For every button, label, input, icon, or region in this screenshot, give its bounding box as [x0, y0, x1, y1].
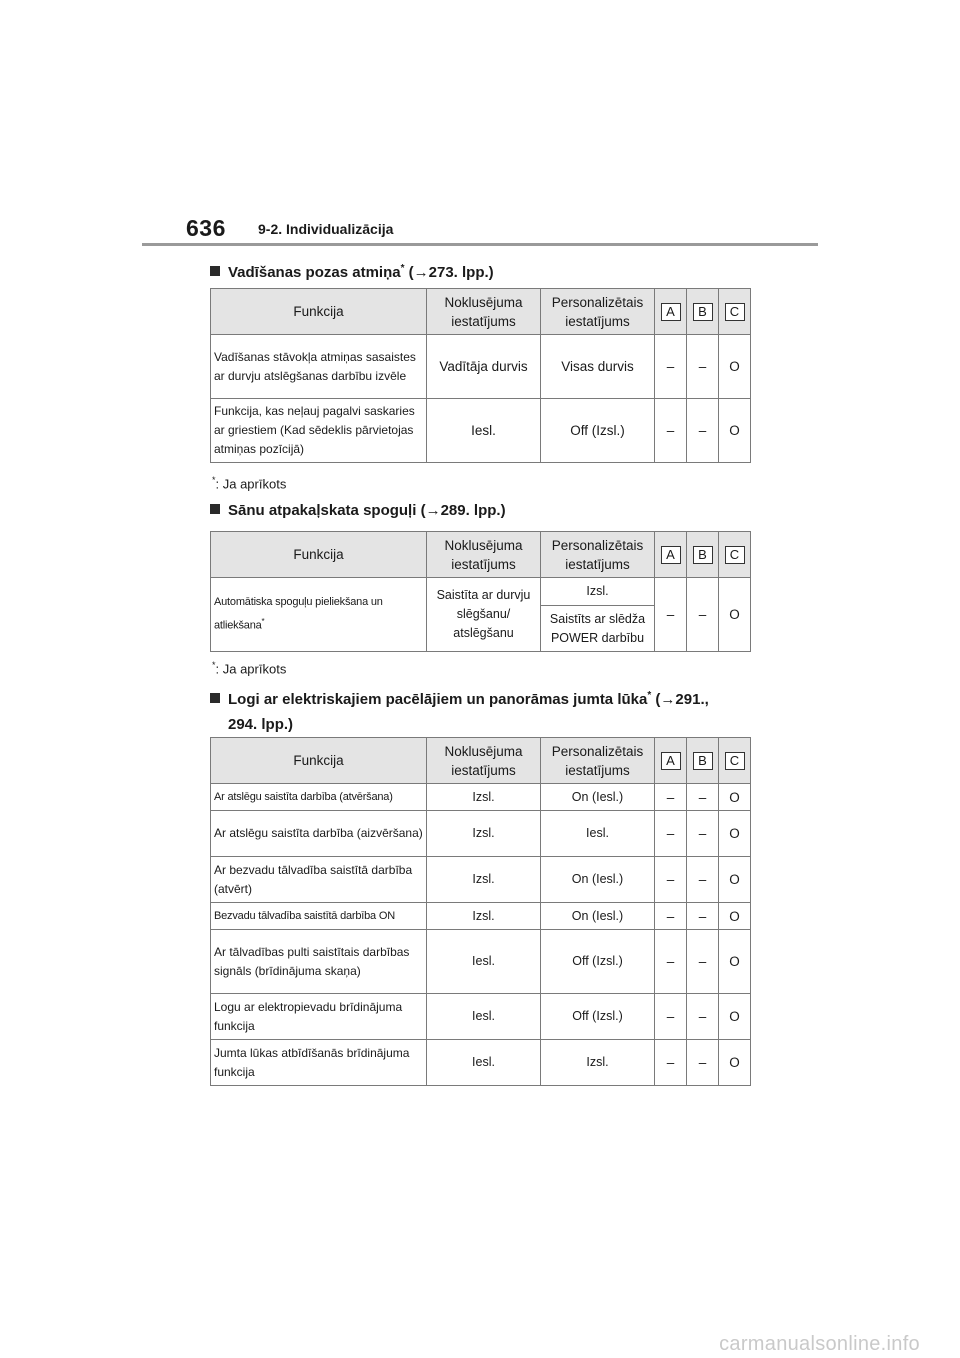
square-bullet-icon — [210, 504, 220, 514]
column-header-function: Funkcija — [211, 738, 427, 784]
page-reference: (→289. lpp.) — [416, 502, 506, 519]
heading-title: Vadīšanas pozas atmiņa — [228, 264, 401, 281]
a-cell: – — [655, 994, 687, 1040]
b-cell: – — [687, 578, 719, 652]
heading-driving-position-memory — [210, 256, 494, 285]
c-cell: O — [719, 903, 751, 930]
personalized-cell: On (Iesl.) — [541, 784, 655, 811]
c-cell: O — [719, 994, 751, 1040]
table-header-row — [211, 532, 751, 578]
personalized-option-cell: Izsl. — [541, 578, 655, 606]
page-number: 636 — [186, 215, 226, 241]
table-header-row — [211, 289, 751, 335]
personalized-cell: Izsl. — [541, 1040, 655, 1086]
default-cell: Iesl. — [427, 1040, 541, 1086]
table-row — [211, 930, 751, 994]
c-cell: O — [719, 811, 751, 857]
function-cell: Ar bezvadu tālvadība saistītā darbība (atvērt) — [211, 857, 427, 903]
a-cell: – — [655, 903, 687, 930]
column-header-default: Noklusējuma iestatījums — [427, 532, 541, 578]
column-header-c: C — [719, 532, 751, 578]
default-cell: Izsl. — [427, 903, 541, 930]
b-cell: – — [687, 784, 719, 811]
b-cell: – — [687, 399, 719, 463]
footnote: *: Ja aprīkots — [212, 475, 287, 492]
table-row — [211, 903, 751, 930]
column-header-function: Funkcija — [211, 289, 427, 335]
page-reference: (→273. lpp.) — [404, 264, 494, 281]
c-cell: O — [719, 578, 751, 652]
a-cell: – — [655, 578, 687, 652]
column-header-b: B — [687, 289, 719, 335]
default-cell: Saistīta ar durvju slēgšanu/ atslēgšanu — [427, 578, 541, 652]
driving-position-memory-table — [210, 288, 751, 463]
power-windows-table — [210, 737, 751, 1086]
column-header-a: A — [655, 532, 687, 578]
b-cell: – — [687, 930, 719, 994]
c-cell: O — [719, 335, 751, 399]
function-cell: Ar tālvadības pulti saistītais darbības signāls (brīdinājuma skaņa) — [211, 930, 427, 994]
heading-title: Logi ar elektriskajiem pacēlājiem un panorāmas jumta lūka — [228, 691, 648, 708]
default-cell: Izsl. — [427, 811, 541, 857]
table-row — [211, 811, 751, 857]
a-cell: – — [655, 1040, 687, 1086]
personalized-cell: On (Iesl.) — [541, 857, 655, 903]
column-header-personalized: Personalizētais iestatījums — [541, 532, 655, 578]
heading-power-windows-moonroof — [210, 683, 770, 737]
table-row — [211, 857, 751, 903]
column-header-personalized: Personalizētais iestatījums — [541, 738, 655, 784]
column-header-a: A — [655, 738, 687, 784]
function-cell: Bezvadu tālvadība saistītā darbība ON — [211, 903, 427, 930]
column-header-b: B — [687, 532, 719, 578]
footnote: *: Ja aprīkots — [212, 660, 287, 677]
function-cell: Funkcija, kas neļauj pagalvi saskaries ar griestiem (Kad sēdeklis pārvietojas atmiņas pozīcijā) — [211, 399, 427, 463]
function-cell: Logu ar elektropievadu brīdinājuma funkcija — [211, 994, 427, 1040]
personalized-cell: Visas durvis — [541, 335, 655, 399]
square-bullet-icon — [210, 693, 220, 703]
a-cell: – — [655, 857, 687, 903]
a-cell: – — [655, 335, 687, 399]
column-header-c: C — [719, 738, 751, 784]
watermark: carmanualsonline.info — [719, 1333, 920, 1355]
b-cell: – — [687, 811, 719, 857]
table-row — [211, 994, 751, 1040]
b-cell: – — [687, 857, 719, 903]
c-cell: O — [719, 399, 751, 463]
heading-side-mirrors — [210, 498, 506, 523]
table-row — [211, 399, 751, 463]
footnote-marker: * — [400, 263, 405, 274]
b-cell: – — [687, 903, 719, 930]
function-cell: Ar atslēgu saistīta darbība (atvēršana) — [211, 784, 427, 811]
column-header-b: B — [687, 738, 719, 784]
personalized-cell: Iesl. — [541, 811, 655, 857]
side-mirrors-table — [210, 531, 751, 652]
b-cell: – — [687, 335, 719, 399]
function-cell: Vadīšanas stāvokļa atmiņas sasaistes ar durvju atslēgšanas darbību izvēle — [211, 335, 427, 399]
personalized-option-cell: Saistīts ar slēdža POWER darbību — [541, 606, 655, 652]
a-cell: – — [655, 811, 687, 857]
function-cell: Ar atslēgu saistīta darbība (aizvēršana) — [211, 811, 427, 857]
b-cell: – — [687, 1040, 719, 1086]
default-cell: Izsl. — [427, 857, 541, 903]
table-header-row — [211, 738, 751, 784]
square-bullet-icon — [210, 266, 220, 276]
footnote-marker: * — [647, 690, 652, 701]
page-reference-continued: 294. lpp.) — [228, 716, 294, 733]
column-header-default: Noklusējuma iestatījums — [427, 738, 541, 784]
default-cell: Izsl. — [427, 784, 541, 811]
section-label: 9-2. Individualizācija — [258, 221, 394, 237]
column-header-function: Funkcija — [211, 532, 427, 578]
function-cell: Automātiska spoguļu pieliekšana un atliekšana* — [211, 578, 427, 652]
default-cell: Iesl. — [427, 930, 541, 994]
table-row — [211, 784, 751, 811]
table-row — [211, 335, 751, 399]
column-header-c: C — [719, 289, 751, 335]
c-cell: O — [719, 784, 751, 811]
header-rule — [142, 243, 818, 246]
column-header-a: A — [655, 289, 687, 335]
page-reference: (→291., — [651, 691, 709, 708]
personalized-cell: Off (Izsl.) — [541, 994, 655, 1040]
personalized-cell: Off (Izsl.) — [541, 930, 655, 994]
column-header-default: Noklusējuma iestatījums — [427, 289, 541, 335]
personalized-cell: Off (Izsl.) — [541, 399, 655, 463]
c-cell: O — [719, 857, 751, 903]
c-cell: O — [719, 930, 751, 994]
table-row — [211, 1040, 751, 1086]
default-cell: Iesl. — [427, 399, 541, 463]
c-cell: O — [719, 1040, 751, 1086]
default-cell: Vadītāja durvis — [427, 335, 541, 399]
function-cell: Jumta lūkas atbīdīšanās brīdinājuma funkcija — [211, 1040, 427, 1086]
default-cell: Iesl. — [427, 994, 541, 1040]
a-cell: – — [655, 399, 687, 463]
personalized-cell: On (Iesl.) — [541, 903, 655, 930]
heading-title: Sānu atpakaļskata spoguļi — [228, 502, 417, 519]
a-cell: – — [655, 784, 687, 811]
column-header-personalized: Personalizētais iestatījums — [541, 289, 655, 335]
a-cell: – — [655, 930, 687, 994]
b-cell: – — [687, 994, 719, 1040]
table-row — [211, 578, 751, 606]
